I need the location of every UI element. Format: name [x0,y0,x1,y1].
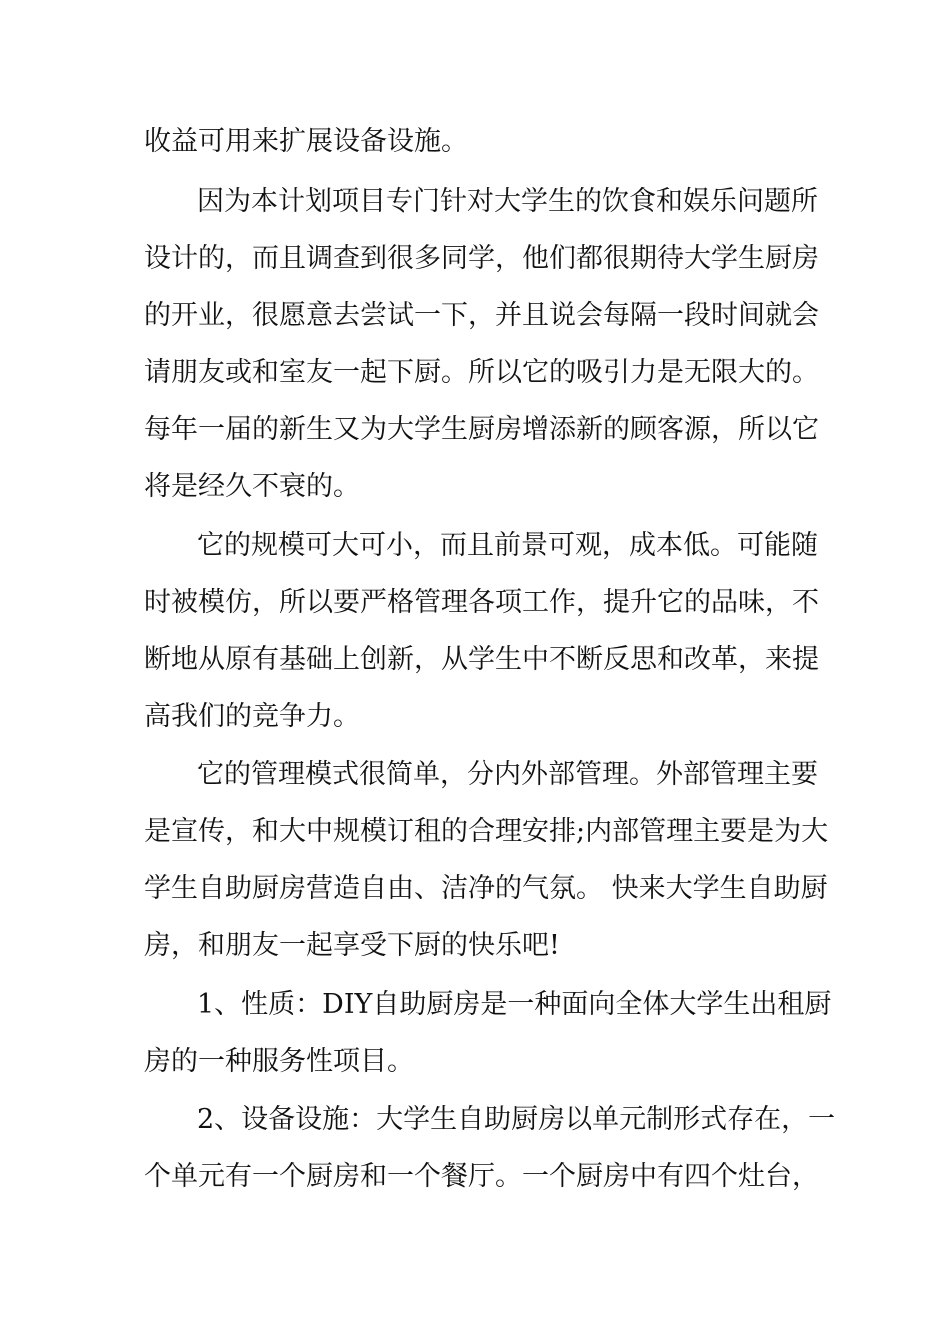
text-line: 设计的，而且调查到很多同学，他们都很期待大学生厨房 [144,243,819,274]
text-line: 它的管理模式很简单，分内外部管理。外部管理主要 [197,759,818,790]
text-line: 请朋友或和室友一起下厨。所以它的吸引力是无限大的。 [144,357,819,388]
text-line: 房的一种服务性项目。 [144,1046,414,1077]
text-line: 高我们的竞争力。 [144,701,360,732]
text-line: 它的规模可大可小，而且前景可观，成本低。可能随 [197,530,818,561]
text-line: 是宣传，和大中规模订租的合理安排;内部管理主要是为大 [144,816,829,847]
text-line: 1、性质：DIY自助厨房是一种面向全体大学生出租厨 [197,989,832,1020]
text-line: 收益可用来扩展设备设施。 [144,126,468,157]
text-line: 房，和朋友一起享受下厨的快乐吧! [144,930,560,961]
text-line: 的开业，很愿意去尝试一下，并且说会每隔一段时间就会 [144,300,819,331]
text-line: 个单元有一个厨房和一个餐厅。一个厨房中有四个灶台， [144,1161,819,1192]
text-line: 2、设备设施：大学生自助厨房以单元制形式存在，一 [197,1104,836,1135]
text-line: 因为本计划项目专门针对大学生的饮食和娱乐问题所 [197,186,818,217]
text-line: 每年一届的新生又为大学生厨房增添新的顾客源，所以它 [144,414,819,445]
text-line: 将是经久不衰的。 [144,471,360,502]
text-line: 学生自助厨房营造自由、洁净的气氛。 快来大学生自助厨 [144,873,828,904]
text-line: 断地从原有基础上创新，从学生中不断反思和改革，来提 [144,644,819,675]
text-line: 时被模仿，所以要严格管理各项工作，提升它的品味，不 [144,587,819,618]
